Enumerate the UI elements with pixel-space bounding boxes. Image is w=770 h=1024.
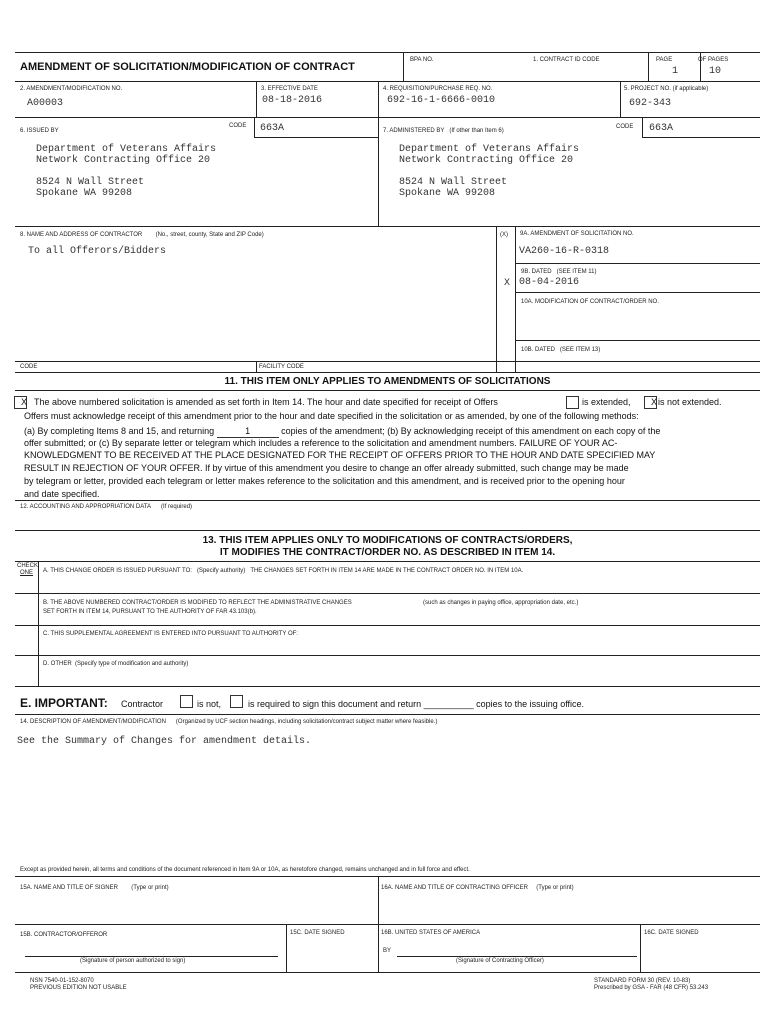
issued-by-label: 6. ISSUED BY (20, 128, 59, 134)
item13-d-text[interactable]: D. OTHER (Specify type of modification and authority) (43, 661, 189, 667)
project-no-label: 5. PROJECT NO. (if applicable) (624, 86, 709, 92)
description-label: 14. DESCRIPTION OF AMENDMENT/MODIFICATION (Organized by UCF section headings, including solicitation/contract subject matter where feasible.) (20, 719, 438, 725)
important-label: E. IMPORTANT: (20, 696, 108, 710)
admin-code-label: CODE (616, 124, 634, 130)
one-label: ONE (20, 570, 34, 576)
item13-c-text[interactable]: C. THIS SUPPLEMENTAL AGREEMENT IS ENTERED INTO PURSUANT TO AUTHORITY OF: (43, 631, 298, 637)
signature-person-caption: (Signature of person authorized to sign) (80, 958, 186, 964)
important-is-required: is required to sign this document and return __________ copies to the issuing office. (248, 699, 585, 709)
united-states-label: 16B. UNITED STATES OF AMERICA (381, 930, 481, 936)
item13-b-text[interactable]: B. THE ABOVE NUMBERED CONTRACT/ORDER IS MODIFIED TO REFLECT THE ADMINISTRATIVE CHANGES (43, 600, 352, 606)
description-value[interactable]: See the Summary of Changes for amendment details. (17, 736, 312, 747)
item11-line6: RESULT IN REJECTION OF YOUR OFFER. If by virtue of this amendment you desire to change an offer already submitted, such change may be made (24, 463, 629, 473)
of-pages-value[interactable]: 10 (709, 66, 722, 77)
administered-by-address[interactable]: Department of Veterans Affairs Network Contracting Office 20 8524 N Wall Street Spokane WA 99208 (399, 144, 580, 199)
item11-checkbox-extended[interactable] (566, 396, 579, 409)
issued-code-label: CODE (229, 123, 247, 129)
nsn-text: NSN 7540-01-152-8070 (30, 978, 94, 984)
date-signed-16c-label: 16C. DATE SIGNED (644, 930, 699, 936)
standard-form-text: STANDARD FORM 30 (REV. 10-83) (594, 978, 691, 984)
bpa-label: BPA NO. (410, 57, 434, 63)
item11-line8: and date specified. (24, 489, 100, 499)
check-label: CHECK (17, 563, 39, 569)
dated-9b-value[interactable]: 08-04-2016 (519, 277, 580, 288)
item11-line4: offer submitted; or (c) By separate letter or telegram which includes a reference to the solicitation and amendment numbers. FAILURE OF YOUR AC- (24, 438, 618, 448)
administered-by-label: 7. ADMINISTERED BY (If other than Item 6) (383, 128, 504, 134)
by-label: BY (383, 948, 392, 954)
requisition-label: 4. REQUISITION/PURCHASE REQ. NO. (383, 86, 493, 92)
item11-line7: by telegram or letter, provided each telegram or letter makes reference to the solicitation and this amendment, and is received prior to the opening hour (24, 476, 625, 486)
is-not-checkbox[interactable] (180, 695, 193, 708)
contracting-officer-label: 16A. NAME AND TITLE OF CONTRACTING OFFICER (Type or print) (381, 885, 574, 891)
item11-heading: 11. THIS ITEM ONLY APPLIES TO AMENDMENTS OF SOLICITATIONS (224, 376, 551, 387)
item11-not-extended-mark: X (651, 397, 658, 407)
contractor-value[interactable]: To all Offerors/Bidders (28, 246, 167, 257)
issued-by-address[interactable]: Department of Veterans Affairs Network Contracting Office 20 8524 N Wall Street Spokane WA 99208 (36, 144, 217, 199)
of-pages-label: OF PAGES (698, 57, 729, 63)
requisition-value[interactable]: 692-16-1-6666-0010 (387, 95, 496, 106)
dated-9b-x[interactable]: X (504, 278, 511, 289)
x-column-label: (X) (500, 232, 508, 238)
dated-9b-label: 9B. DATED (SEE ITEM 11) (521, 269, 597, 275)
issued-code-value[interactable]: 663A (260, 123, 285, 134)
page-label: PAGE (656, 57, 673, 63)
page-value[interactable]: 1 (672, 66, 679, 77)
is-required-checkbox[interactable] (230, 695, 243, 708)
contract-id-label: 1. CONTRACT ID CODE (533, 57, 600, 63)
item13-b-text-2: SET FORTH IN ITEM 14, PURSUANT TO THE AUTHORITY OF FAR 43.103(b). (43, 609, 257, 615)
modification-no-label: 10A. MODIFICATION OF CONTRACT/ORDER NO. (521, 299, 659, 305)
item11-line3: (a) By completing Items 8 and 15, and returning 1 copies of the amendment; (b) By acknowledging receipt of this amendment on each copy of the (24, 426, 661, 436)
date-signed-15c-label: 15C. DATE SIGNED (290, 930, 345, 936)
amendment-no-value[interactable]: A00003 (27, 98, 64, 109)
amendment-no-label: 2. AMENDMENT/MODIFICATION NO. (20, 86, 123, 92)
effective-date-label: 3. EFFECTIVE DATE (261, 86, 318, 92)
signature-officer-caption: (Signature of Contracting Officer) (456, 958, 544, 964)
contractor-offeror-label: 15B. CONTRACTOR/OFFEROR (20, 932, 108, 938)
project-no-value[interactable]: 692-343 (629, 98, 672, 109)
facility-code-label: FACILITY CODE (259, 364, 304, 370)
admin-code-value[interactable]: 663A (649, 123, 674, 134)
item11-not-extended-label: is not extended. (658, 397, 722, 407)
dated-10b-label: 10B. DATED (SEE ITEM 13) (521, 347, 601, 353)
solicitation-no-label: 9A. AMENDMENT OF SOLICITATION NO. (520, 231, 634, 237)
previous-edition-text: PREVIOUS EDITION NOT USABLE (30, 985, 127, 991)
item13-heading-2: IT MODIFIES THE CONTRACT/ORDER NO. AS DESCRIBED IN ITEM 14. (219, 547, 556, 558)
accounting-label: 12. ACCOUNTING AND APPROPRIATION DATA (If required) (20, 504, 193, 510)
item11-line2: Offers must acknowledge receipt of this amendment prior to the hour and date specified in the solicitation or as amended, by one of the following methods: (24, 411, 639, 421)
prescribed-text: Prescribed by GSA - FAR (48 CFR) 53.243 (594, 985, 709, 991)
contractor-code-label: CODE (20, 364, 38, 370)
form-title: AMENDMENT OF SOLICITATION/MODIFICATION OF CONTRACT (20, 61, 355, 73)
item13-a-text[interactable]: A. THIS CHANGE ORDER IS ISSUED PURSUANT TO: (Specify authority) THE CHANGES SET FORTH IN ITEM 14 ARE MADE IN THE CONTRACT ORDER NO. IN ITEM 10A. (43, 568, 524, 574)
item11-line1: The above numbered solicitation is amended as set forth in Item 14. The hour and date specified for receipt of Offers (34, 397, 498, 407)
important-is-not: is not, (197, 699, 222, 709)
item11-extended-label: is extended, (582, 397, 631, 407)
contractor-label: 8. NAME AND ADDRESS OF CONTRACTOR (No., street, county, State and ZIP Code) (20, 232, 264, 238)
signer-label: 15A. NAME AND TITLE OF SIGNER (Type or print) (20, 885, 169, 891)
solicitation-no-value[interactable]: VA260-16-R-0318 (519, 246, 610, 257)
except-text: Except as provided herein, all terms and conditions of the document referenced in Item 9A or 10A, as heretofore changed, remains unchanged and in full force and effect. (20, 867, 470, 873)
item13-heading-1: 13. THIS ITEM APPLIES ONLY TO MODIFICATIONS OF CONTRACTS/ORDERS, (202, 535, 573, 546)
important-contractor: Contractor (121, 699, 164, 709)
item13-b-sub: (such as changes in paying office, appropriation date, etc.) (423, 600, 579, 606)
effective-date-value[interactable]: 08-18-2016 (262, 95, 323, 106)
item11-line5: KNOWLEDGMENT TO BE RECEIVED AT THE PLACE DESIGNATED FOR THE RECEIPT OF OFFERS PRIOR TO THE HOUR AND DATE SPECIFIED MAY (24, 450, 656, 460)
item11-check-mark: X (21, 397, 28, 407)
copies-field[interactable]: 1 (217, 426, 279, 438)
